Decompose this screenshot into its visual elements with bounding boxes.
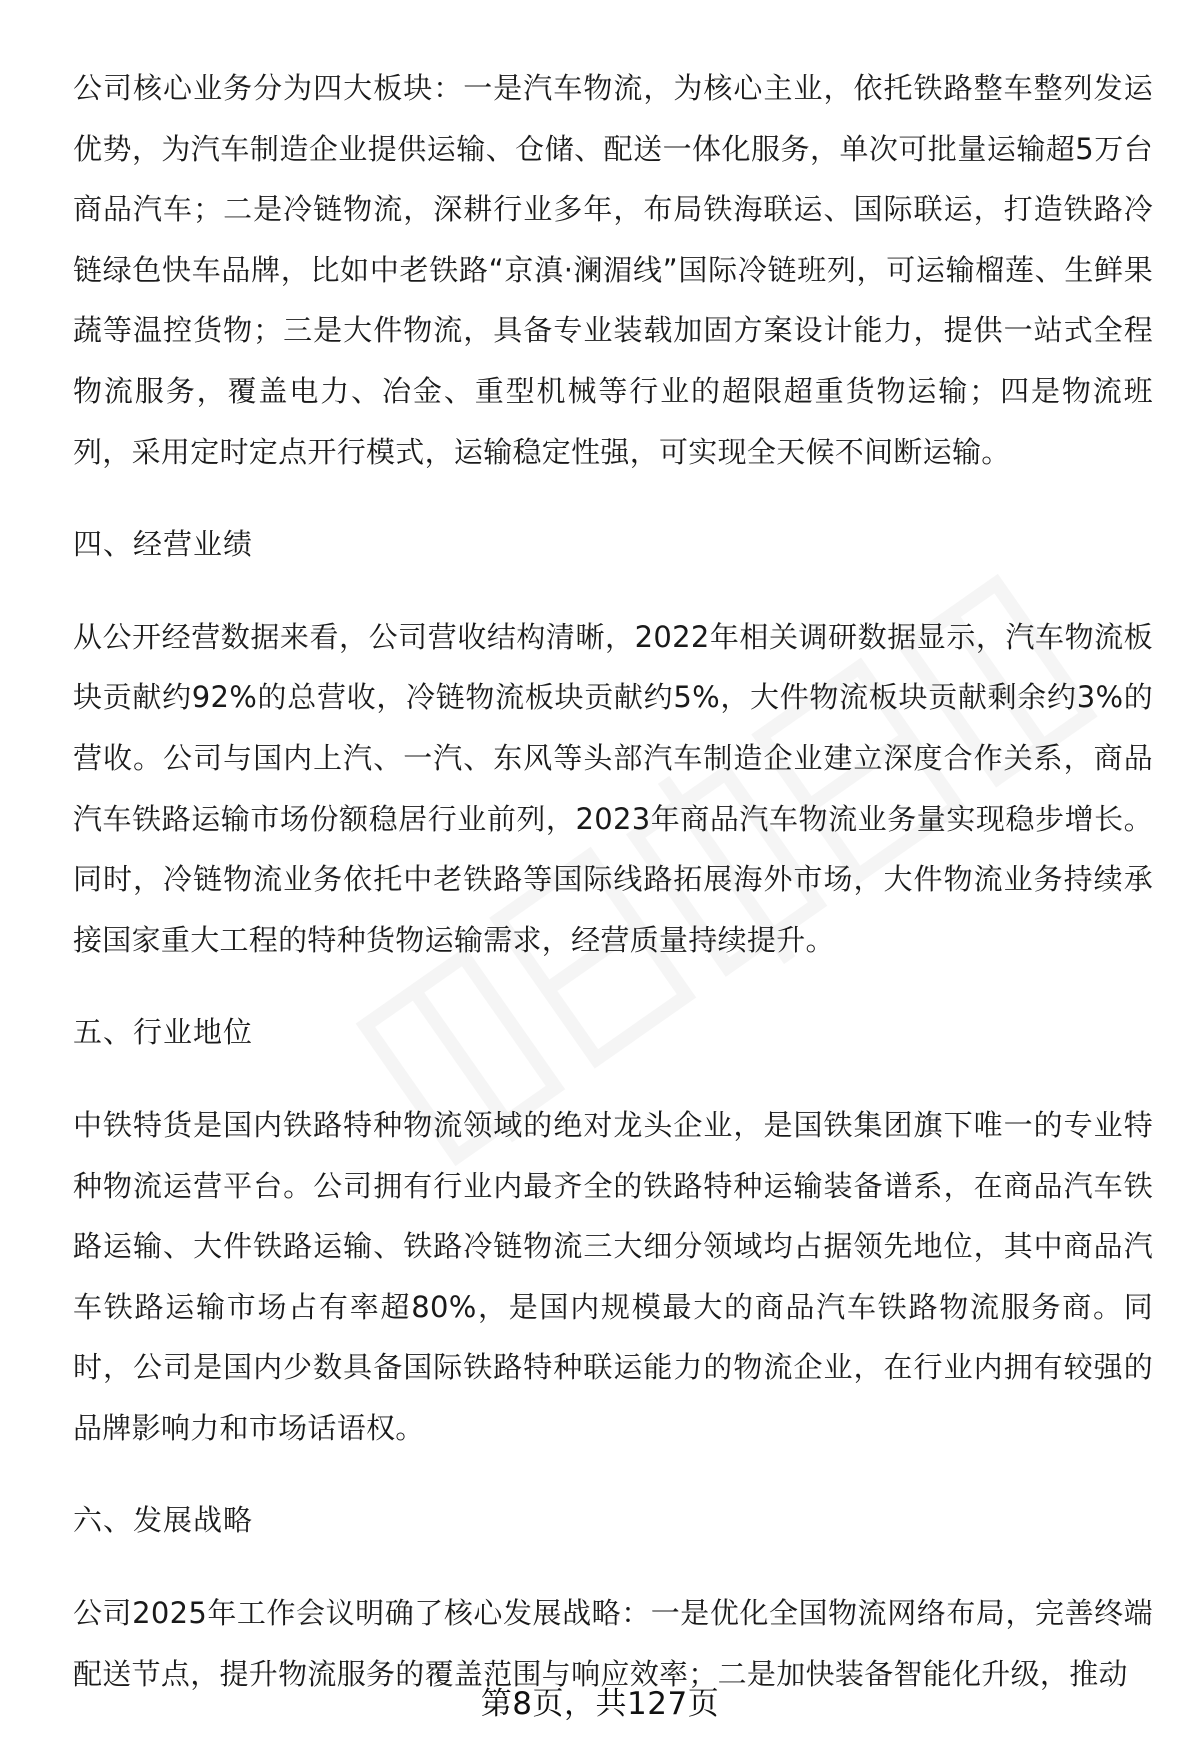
document-body xyxy=(73,58,1153,1704)
paragraph-core-business: 公司核心业务分为四大板块：一是汽车物流，为核心主业，依托铁路整车整列发运优势，为汽车制造企业提供运输、仓储、配送一体化服务，单次可批量运输超5万台商品汽车；二是冷链物流，深耕行业多年，布局铁海联运、国际联运，打造铁路冷链绿色快车品牌，比如中老铁路“京滇·澜湄线”国际冷链班列，可运输榴莲、生鲜果蔬等温控货物；三是大件物流，具备专业装载加固方案设计能力，提供一站式全程物流服务，覆盖电力、冶金、重型机械等行业的超限超重货物运输；四是物流班列，采用定时定点开行模式，运输稳定性强，可实现全天候不间断运输。 xyxy=(73,71,1153,469)
section-heading-operating-results: 四、经营业绩 xyxy=(73,527,254,562)
section-heading-development-strategy: 六、发展战略 xyxy=(73,1503,254,1538)
paragraph-development-strategy: 公司2025年工作会议明确了核心发展战略：一是优化全国物流网络布局，完善终端配送节点，提升物流服务的覆盖范围与响应效率；二是加快装备智能化升级，推动 xyxy=(73,1596,1153,1691)
section-heading-industry-position: 五、行业地位 xyxy=(73,1015,254,1050)
page-number: 第8页，共127页 xyxy=(480,1686,720,1722)
paragraph-industry-position: 中铁特货是国内铁路特种物流领域的绝对龙头企业，是国铁集团旗下唯一的专业特种物流运营平台。公司拥有行业内最齐全的铁路特种运输装备谱系，在商品汽车铁路运输、大件铁路运输、铁路冷链物流三大细分领域均占据领先地位，其中商品汽车铁路运输市场占有率超80%，是国内规模最大的商品汽车铁路物流服务商。同时，公司是国内少数具备国际铁路特种联运能力的物流企业，在行业内拥有较强的品牌影响力和市场话语权。 xyxy=(73,1107,1153,1445)
paragraph-operating-results: 从公开经营数据来看，公司营收结构清晰，2022年相关调研数据显示，汽车物流板块贡献约92%的总营收，冷链物流板块贡献约5%，大件物流板块贡献剩余约3%的营收。公司与国内上汽、一汽、东风等头部汽车制造企业建立深度合作关系，商品汽车铁路运输市场份额稳居行业前列，2023年商品汽车物流业务量实现稳步增长。同时，冷链物流业务依托中老铁路等国际线路拓展海外市场，大件物流业务持续承接国家重大工程的特种货物运输需求，经营质量持续提升。 xyxy=(73,619,1153,957)
